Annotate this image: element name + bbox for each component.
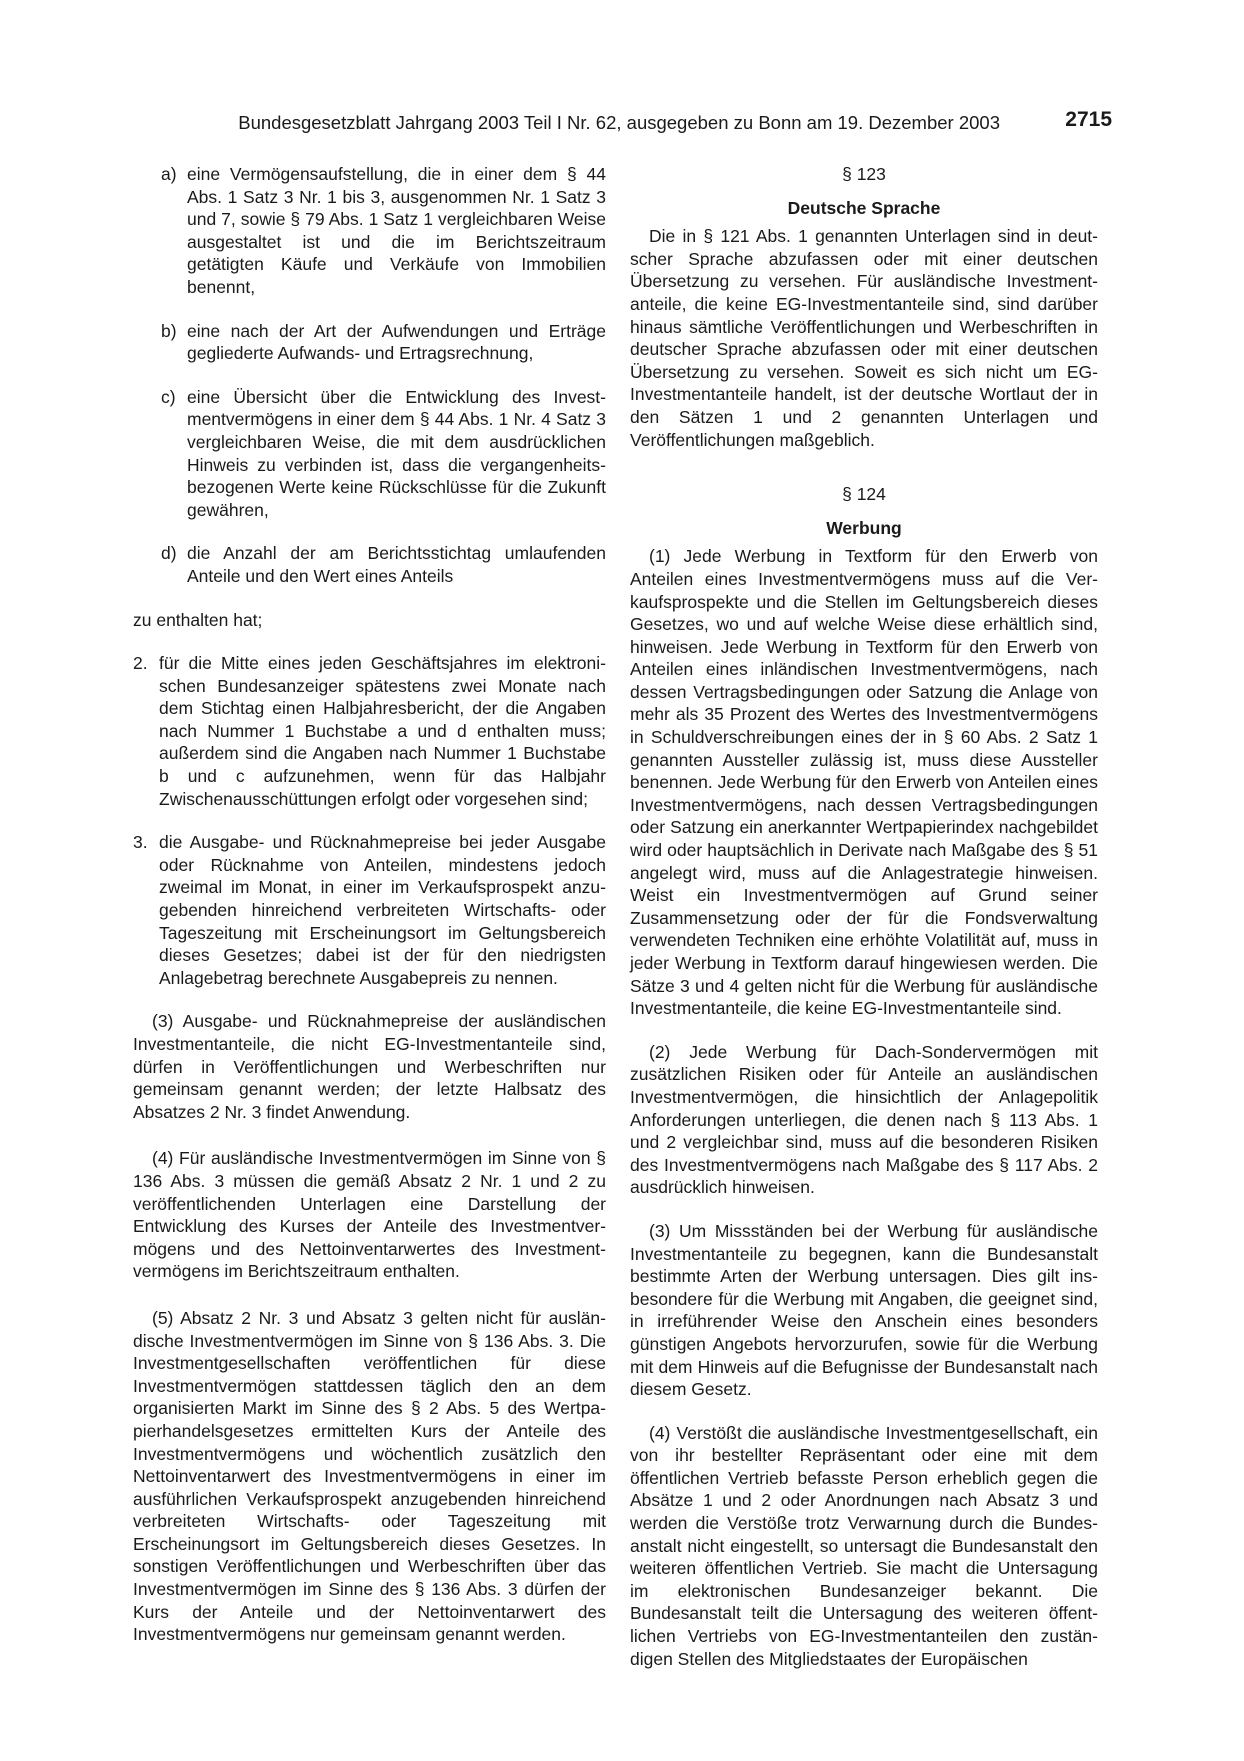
list-text: für die Mitte eines jeden Geschäftsjahres im elektronischen Bundesanzeiger spätestens zwei Monate nach dem Stichtag einen Halbjahresbericht, der die Angaben nach Nummer 1 Buchstabe a und d enthalten muss; außerdem sind die Angaben nach Nummer 1 Buchstabe b und c aufzunehmen, wenn für das Halbjahr Zwischenausschüttungen erfolgt oder vorgesehen sind;: [159, 653, 606, 809]
section-123-title: Deutsche Sprache: [787, 197, 941, 218]
section-124-paragraph-1: (1) Jede Werbung in Textform für den Erwerb von Anteilen eines Investmentvermögens muss auf die Verkaufsprospekte und die Stellen im Geltungsbereich dieses Gesetzes, wo und auf welche Weise diese erhältlich sind, hinweisen. Jede Werbung in Textform für den Erwerb von Anteilen eines inländischen Investmentvermögens, nach dessen Vertragsbedingungen oder Satzung die Anlage von mehr als 35 Prozent des Wertes des Investmentvermögens in Schuldverschreibungen eines der in § 60 Abs. 2 Satz 1 genannten Aussteller zulässig ist, muss diese Aussteller benennen. Jede Werbung für den Erwerb von Anteilen eines Investmentvermögens, nach dessen Vertragsbedingungen oder Satzung ein anerkannter Wertpapierindex nachgebildet wird oder hauptsächlich in Derivate nach Maßgabe des § 51 angelegt wird, muss auf die Anlagestrategie hinweisen. Weist ein Investmentvermögen auf Grund seiner Zusammensetzung oder der für die Fondsverwaltung verwendeten Techniken eine erhöhte Volatilität auf, muss in jeder Werbung in Textform darauf hingewiesen werden. Die Sätze 3 und 4 gelten nicht für die Werbung für ausländische Investmentanteile, die keine EG-Investmentanteile sind.: [630, 546, 1098, 1019]
list-text: eine Vermögensaufstellung, die in einer dem § 44 Abs. 1 Satz 3 Nr. 1 bis 3, ausgenommen Nr. 1 Satz 3 und 7, sowie § 79 Abs. 1 Satz 1 vergleichbaren Weise ausgestaltet ist und die im Berichtszeitraum getätigten Käufe und Verkäufe von Immobilien benennt,: [187, 164, 606, 297]
list-text: eine Übersicht über die Entwicklung des Investmentvermögens in einer dem § 44 Abs. 1 Nr. 4 Satz 3 vergleichbaren Weise, die mit dem ausdrücklichen Hinweis zu verbinden ist, dass die vergangenheitsbezogenen Werte keine Rückschlüsse für die Zukunft gewähren,: [187, 386, 606, 520]
right-column: [630, 163, 1098, 1670]
list-item-d: [161, 542, 606, 587]
section-123-text: Die in § 121 Abs. 1 genannten Unterlagen sind in deutscher Sprache abzufassen oder mit einer deutschen Übersetzung zu versehen. Für ausländische Investmentanteile, die keine EG-Investmentanteile sind, sind darüber hinaus sämtliche Veröffentlichungen und Werbeschriften in deutscher Sprache abzufassen oder mit einer deutschen Übersetzung zu versehen. Soweit es sich nicht um EG-Investmentanteile handelt, ist der deutsche Wortlaut der in den Sätzen 1 und 2 genannten Unterlagen und Veröffentlichungen maßgeblich.: [630, 226, 1098, 450]
section-124-paragraph-2: (2) Jede Werbung für Dach-Sondervermögen mit zusätzlichen Risiken oder für Anteile an ausländischen Investmentvermögen, die hinsichtlich der Anlagepolitik Anforderungen unterliegen, die denen nach § 113 Abs. 1 und 2 vergleichbar sind, muss auf die besonderen Risiken des Investmentvermögens nach Maßgabe des § 117 Abs. 2 ausdrücklich hinweisen.: [630, 1041, 1098, 1198]
page-header: [0, 108, 1244, 138]
list-label: 2.: [133, 653, 148, 674]
left-column: [133, 163, 606, 1646]
continuation-text: zu enthalten hat;: [133, 609, 263, 630]
paragraph-5: (5) Absatz 2 Nr. 3 und Absatz 3 gelten nicht für ausländische Investmentvermögen im Sinne von § 136 Abs. 3. Die Investmentgesellschaften veröffentlichen für diese Investmentvermögen stattdessen täglich den an dem organisierten Markt im Sinne des § 2 Abs. 5 des Wertpapierhandelsgesetzes ermittelten Kurs der Anteile des Investmentvermögens und wöchentlich zusätzlich den Nettoinventarwert des Investmentvermögens in einer im ausführlichen Verkaufsprospekt anzugebenden hinreichend verbreiteten Wirtschafts- oder Tageszeitung mit Erscheinungsort im Geltungsbereich dieses Gesetzes. In sonstigen Veröffentlichungen und Werbeschriften über das Investmentvermögen im Sinne des § 136 Abs. 3 dürfen der Kurs der Anteile und der Nettoinventarwert des Investmentvermögens nur gemeinsam genannt werden.: [133, 1307, 606, 1645]
paragraph-3: (3) Ausgabe- und Rücknahmepreise der ausländischen Investmentanteile, die nicht EG-Investmentanteile sind, dürfen in Veröffentlichungen und Werbeschriften nur gemeinsam genannt werden; der letzte Halbsatz des Absatzes 2 Nr. 3 findet Anwendung.: [133, 1011, 606, 1122]
list-item-2: [133, 652, 606, 810]
list-item-a: [161, 163, 606, 299]
list-text: die Anzahl der am Berichtsstichtag umlaufenden Anteile und den Wert eines Anteils: [187, 543, 606, 586]
section-124-number: § 124: [842, 484, 886, 505]
list-text: eine nach der Art der Aufwendungen und Erträge gegliederte Aufwands- und Ertragsrechnung,: [187, 320, 606, 364]
list-label: a): [161, 164, 177, 184]
list-label: b): [161, 320, 177, 341]
section-124-paragraph-4: (4) Verstößt die ausländische Investmentgesellschaft, ein von ihr bestellter Repräsentant oder eine mit dem öffentlichen Vertrieb befasste Person erheblich gegen die Absätze 1 und 2 oder Anordnungen nach Absatz 3 und werden die Verstöße trotz Verwarnung durch die Bundesanstalt nicht eingestellt, so untersagt die Bundesanstalt den weiteren öffentlichen Vertrieb. Sie macht die Untersagung im elektronischen Bundesanzeiger bekannt. Die Bundesanstalt teilt die Untersagung des weiteren öffentlichen Vertriebs von EG-Investmentanteilen den zuständigen Stellen des Mitgliedstaates der Europäischen: [630, 1422, 1098, 1669]
list-item-b: [161, 320, 606, 365]
paragraph-4: (4) Für ausländische Investmentvermögen im Sinne von § 136 Abs. 3 müssen die gemäß Absatz 2 Nr. 1 und 2 zu veröffentlichenden Unterlagen eine Darstellung der Entwicklung des Kurses der Anteile des Investmentvermögens und des Nettoinventarwertes des Investmentvermögens im Berichtszeitraum enthalten.: [133, 1148, 606, 1282]
list-label: c): [161, 386, 176, 407]
page-number: 2715: [1065, 108, 1112, 131]
list-item-3: [133, 831, 606, 989]
list-label: d): [161, 543, 177, 564]
section-124-paragraph-3: (3) Um Missständen bei der Werbung für ausländische Investmentanteile zu begegnen, kann die Bundesanstalt bestimmte Arten der Werbung untersagen. Dies gilt insbesondere für die Werbung mit Angaben, die geeignet sind, in irreführender Weise den Anschein eines besonders günstigen Angebots hervorzurufen, sowie für die Werbung mit dem Hinweis auf die Befugnisse der Bundesanstalt nach diesem Gesetz.: [630, 1220, 1098, 1400]
section-124-title: Werbung: [826, 517, 902, 538]
list-text: die Ausgabe- und Rücknahmepreise bei jeder Ausgabe oder Rücknahme von Anteilen, mindestens jedoch zweimal im Monat, in einer im Verkaufsprospekt anzugebenden hinreichend verbreiteten Wirtschafts- oder Tageszeitung mit Erscheinungsort im Geltungsbereich dieses Gesetzes; dabei ist der für den niedrigsten Anlagebetrag berechnete Ausgabepreis zu nennen.: [159, 832, 606, 988]
list-item-c: [161, 386, 606, 522]
list-label: 3.: [133, 832, 148, 853]
section-123-number: § 123: [842, 164, 886, 184]
running-title: Bundesgesetzblatt Jahrgang 2003 Teil I Nr. 62, ausgegeben zu Bonn am 19. Dezember 2003: [238, 112, 1000, 133]
